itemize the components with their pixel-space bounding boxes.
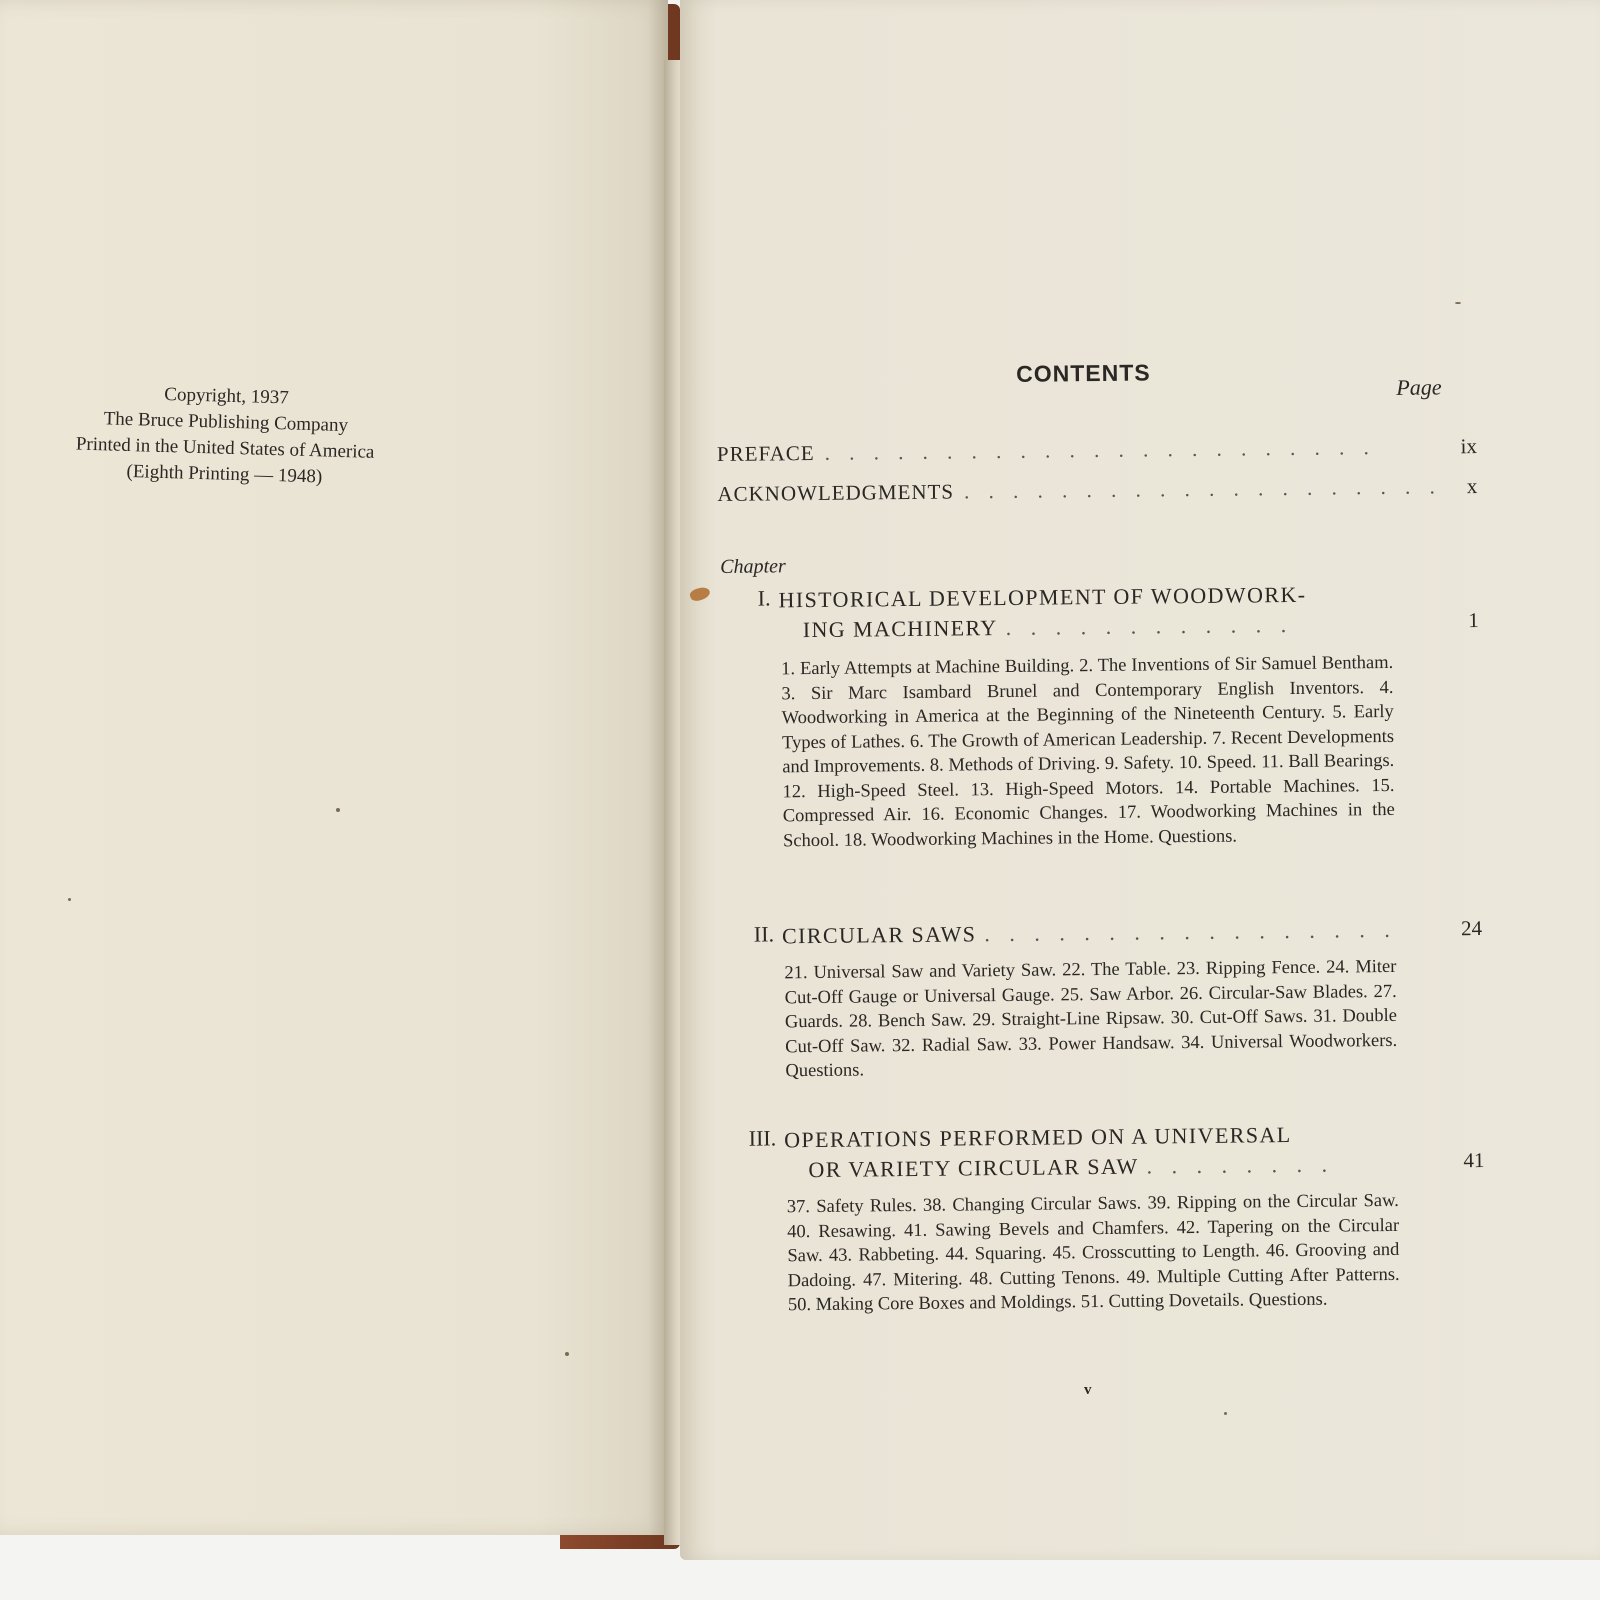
chapter-title-line1: OPERATIONS PERFORMED ON A UNIVERSAL (784, 1122, 1292, 1153)
chapter-page: 1 (1468, 608, 1479, 633)
toc-entry-page: x (1466, 474, 1478, 499)
paper-speck (1224, 1412, 1227, 1415)
chapter-title-line1: HISTORICAL DEVELOPMENT OF WOODWORK- (778, 581, 1307, 613)
contents-title: CONTENTS (1016, 359, 1151, 387)
left-page (0, 0, 668, 1535)
paper-speck (336, 808, 340, 812)
chapter-page: 41 (1463, 1147, 1485, 1173)
leader-dots: . . . . . . . . . . . . . . . . . (984, 916, 1397, 947)
leader-dots: . . . . . . . . . . . . (1005, 611, 1294, 640)
page-folio: v (1084, 1382, 1092, 1398)
chapter-page: 24 (1460, 916, 1483, 941)
page-column-heading: Page (1396, 374, 1442, 400)
chapter-number: I. (757, 585, 771, 611)
leader-dots: . . . . . . . . . . . . . . . . . . . . . . . (824, 435, 1376, 465)
paper-speck (1455, 302, 1461, 304)
chapter-number: III. (748, 1125, 777, 1151)
paper-speck (68, 898, 71, 901)
copyright-line: Copyright, 1937 (164, 383, 290, 409)
chapter-title-line1: CIRCULAR SAWS (781, 921, 977, 949)
chapter-title-line2: OR VARIETY CIRCULAR SAW (808, 1153, 1139, 1183)
copyright-block (19, 378, 432, 493)
chapter-title-line2: ING MACHINERY (802, 615, 998, 643)
toc-entry-label: ACKNOWLEDGMENTS (717, 479, 955, 506)
chapter-number: II. (753, 921, 775, 947)
chapter-topics: 21. Universal Saw and Variety Saw. 22. The Table. 23. Ripping Fence. 24. Miter Cut-Off Gauge or Universal Gauge. 25. Saw Arbor. 26. Circular-Saw Blades. 27. Guards. 28. Bench Saw. 29. Straight-Line Ripsaw. 30. Cut-Off Saws. 31. Double Cut-Off Saw. 32. Radial Saw. 33. Power Handsaw. 34. Universal Woodworkers. Questions. (784, 956, 1398, 1082)
printing-line: (Eighth Printing — 1948) (126, 460, 323, 488)
chapter-topics: 1. Early Attempts at Machine Building. 2. The Inventions of Sir Samuel Bentham. 3. Sir Marc Isambard Brunel and Contemporary English Inventors. 4. Woodworking in America at the Beginning of the Nineteenth Century. 5. Early Types of Lathes. 6. The Growth of American Leadership. 7. Recent Developments and Improvements. 8. Methods of Driving. 9. Safety. 10. Speed. 11. Ball Bearings. 12. High-Speed Steel. 13. High-Speed Motors. 14. Portable Machines. 15. Compressed Air. 16. Economic Changes. 17. Woodworking Machines in the School. 18. Woodworking Machines in the Home. Questions. (781, 652, 1395, 851)
publisher-line: The Bruce Publishing Company (103, 408, 349, 437)
toc-entry-label: PREFACE (716, 440, 815, 466)
leader-dots: . . . . . . . . . . . . . . . . . . . . (963, 474, 1442, 504)
chapter-title (778, 579, 1399, 645)
chapter-topics: 37. Safety Rules. 38. Changing Circular Saws. 39. Ripping on the Circular Saw. 40. Resawing. 41. Sawing Bevels and Chamfers. 42. Tapering on the Circular Saw. 43. Rabbeting. 44. Squaring. 45. Crosscutting to Length. 46. Grooving and Dadoing. 47. Mitering. 48. Cutting Tenons. 49. Multiple Cutting After Patterns. 50. Making Core Boxes and Moldings. 51. Cutting Dovetails. Questions. (786, 1190, 1400, 1316)
leader-dots: . . . . . . . . (1146, 1151, 1335, 1179)
chapter-title (784, 1119, 1405, 1185)
printed-in-line: Printed in the United States of America (75, 433, 375, 463)
toc-entry-page: ix (1460, 434, 1478, 459)
paper-speck (565, 1352, 569, 1356)
chapter-column-heading: Chapter (720, 555, 786, 578)
